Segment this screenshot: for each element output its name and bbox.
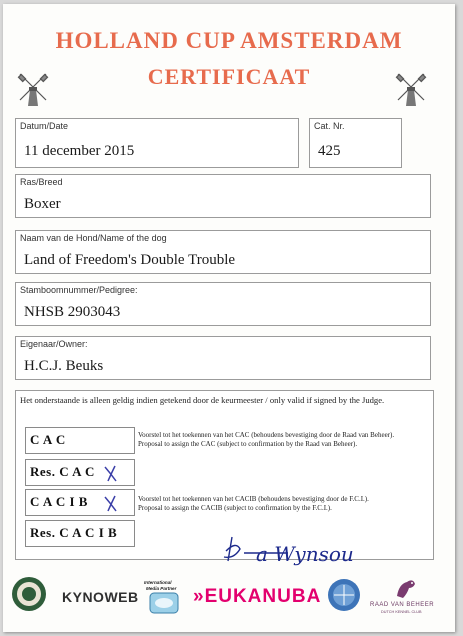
x-mark-icon [100,462,122,484]
media-partner-badge-icon [149,592,179,614]
fci-emblem-icon [327,578,361,612]
kynoweb-logo: KYNOWEB [62,589,139,605]
owner-value: H.C.J. Beuks [24,358,104,374]
certificate-sheet [3,4,455,632]
cacib-description-en: Proposal to assign the CACIB (subject to confirmation by the F.C.I.). [138,504,332,512]
x-mark-icon [100,492,122,514]
judge-signature [216,531,396,567]
award-cac [25,427,135,454]
media-partner-line1: International [144,580,172,585]
cat-nr-field [309,118,402,168]
award-label: C A C I B [30,494,88,509]
date-value: 11 december 2015 [24,143,135,159]
award-label: C A C [30,432,66,447]
dog-name-field [15,230,431,274]
sponsor-logos [3,568,455,624]
date-label: Datum/Date [20,121,69,131]
award-res-cac [25,459,135,486]
owner-label: Eigenaar/Owner: [20,339,88,349]
certificate-subtitle: CERTIFICAAT [147,64,311,89]
award-label: Res. C A C I B [30,525,118,540]
raad-van-beheer-dog-icon [391,574,421,600]
certificate-title: HOLLAND CUP AMSTERDAM [55,28,403,53]
cat-nr-value: 425 [318,143,341,159]
club-emblem-icon [11,576,47,612]
breed-label: Ras/Breed [20,177,63,187]
windmill-icon [394,70,428,106]
raad-van-beheer-subtitle: DUTCH KENNEL CLUB [381,610,422,614]
dog-name-value: Land of Freedom's Double Trouble [24,252,236,268]
award-cacib [25,489,135,516]
windmill-icon [16,70,50,106]
award-res-cacib [25,520,135,547]
cat-nr-label: Cat. Nr. [314,121,345,131]
cacib-description-nl: Voorstel tot het toekennen van het CACIB (behoudens bevestiging door de F.C.I.). [138,495,369,503]
pedigree-label: Stamboomnummer/Pedigree: [20,285,138,295]
dog-name-label: Naam van de Hond/Name of the dog [20,233,167,243]
svg-text:a Wynsou: a Wynsou [256,542,354,566]
award-label: Res. C A C [30,464,95,479]
raad-van-beheer-logo: RAAD VAN BEHEER [370,602,435,608]
judge-validity-note: Het onderstaande is alleen geldig indien getekend door de keurmeester / only valid if signed by the Judge. [20,395,385,405]
media-partner-line2: Media Partner [146,586,177,591]
cac-description-en: Proposal to assign the CAC (subject to confirmation by the Raad van Beheer). [138,440,358,448]
cac-description [138,431,394,449]
breed-value: Boxer [24,196,61,212]
eukanuba-logo: »EUKANUBA [193,586,322,607]
cacib-description [138,495,369,513]
date-field [15,118,299,168]
pedigree-value: NHSB 2903043 [24,304,121,320]
pedigree-field [15,282,431,326]
cac-description-nl: Voorstel tot het toekennen van het CAC (behoudens bevestiging door de Raad van Beheer). [138,431,395,439]
owner-field [15,336,431,380]
judge-section [15,390,434,566]
breed-field [15,174,431,218]
